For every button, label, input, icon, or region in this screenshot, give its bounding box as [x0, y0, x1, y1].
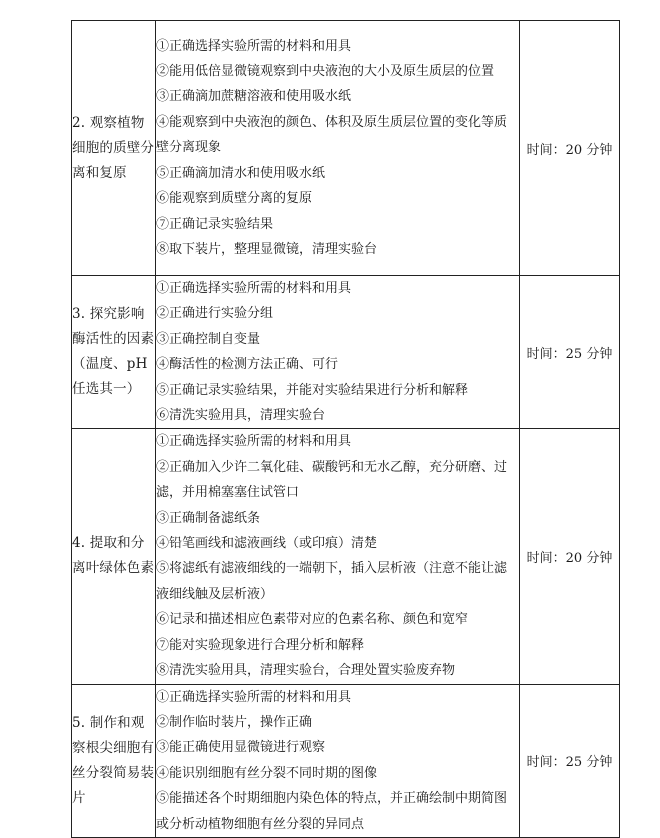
experiment-name: 2. 观察植物细胞的质壁分离和复原	[72, 21, 156, 276]
time-limit: 时间：25 分钟	[520, 276, 620, 429]
list-item: ⑥清洗实验用具，清理实验台	[156, 408, 326, 424]
list-item: ②正确进行实验分组	[156, 306, 274, 322]
experiment-table	[71, 20, 620, 838]
experiment-name: 3. 探究影响酶活性的因素（温度、pH 任选其一）	[72, 276, 156, 429]
list-item: ⑤能描述各个时期细胞内染色体的特点，并正确绘制中期简图或分析动植物细胞有丝分裂的异同点	[156, 791, 508, 832]
list-item: ②正确加入少许二氧化硅、碳酸钙和无水乙醇，充分研磨、过滤，并用棉塞塞住试管口	[156, 459, 508, 501]
list-item: ⑤正确记录实验结果，并能对实验结果进行分析和解释	[156, 382, 469, 398]
experiment-name: 5. 制作和观察根尖细胞有丝分裂简易装片	[72, 684, 156, 837]
list-item: ④能观察到中央液泡的颜色、体积及原生质层位置的变化等质壁分离现象	[156, 114, 508, 156]
list-item: ⑥能观察到质壁分离的复原	[156, 191, 313, 207]
time-limit: 时间：20 分钟	[520, 429, 620, 684]
list-item: ④酶活性的检测方法正确、可行	[156, 357, 339, 373]
step-list	[156, 429, 520, 684]
list-item: ①正确选择实验所需的材料和用具	[156, 689, 352, 705]
list-item: ②制作临时装片，操作正确	[156, 714, 313, 730]
list-item: ③正确滴加蔗糖溶液和使用吸水纸	[156, 89, 352, 105]
table-row	[72, 684, 620, 837]
experiment-name: 4. 提取和分离叶绿体色素	[72, 429, 156, 684]
table-row	[72, 21, 620, 276]
list-item: ③正确控制自变量	[156, 331, 261, 347]
list-item: ⑦正确记录实验结果	[156, 216, 274, 232]
list-item: ⑤将滤纸有滤液细线的一端朝下，插入层析液（注意不能让滤液细线触及层析液）	[156, 561, 508, 602]
step-list	[156, 276, 520, 429]
list-item: ⑤正确滴加清水和使用吸水纸	[156, 165, 326, 181]
list-item: ③正确制备滤纸条	[156, 510, 261, 526]
list-item: ②能用低倍显微镜观察到中央液泡的大小及原生质层的位置	[156, 64, 495, 80]
list-item: ①正确选择实验所需的材料和用具	[156, 281, 352, 296]
step-list	[156, 684, 520, 837]
list-item: ④铅笔画线和滤液画线（或印痕）清楚	[156, 536, 378, 552]
list-item: ④能识别细胞有丝分裂不同时期的图像	[156, 765, 378, 781]
time-limit: 时间：20 分钟	[520, 21, 620, 276]
list-item: ⑥记录和描述相应色素带对应的色素名称、颜色和宽窄	[156, 612, 469, 628]
list-item: ⑧清洗实验用具，清理实验台，合理处置实验废弃物	[156, 663, 456, 679]
list-item: ③能正确使用显微镜进行观察	[156, 740, 326, 756]
list-item: ①正确选择实验所需的材料和用具	[156, 38, 352, 54]
list-item: ①正确选择实验所需的材料和用具	[156, 434, 352, 450]
time-limit: 时间：25 分钟	[520, 684, 620, 837]
table-row	[72, 429, 620, 684]
list-item: ⑦能对实验现象进行合理分析和解释	[156, 637, 365, 653]
step-list	[156, 21, 520, 276]
list-item: ⑧取下装片，整理显微镜，清理实验台	[156, 241, 378, 257]
table-row	[72, 276, 620, 429]
